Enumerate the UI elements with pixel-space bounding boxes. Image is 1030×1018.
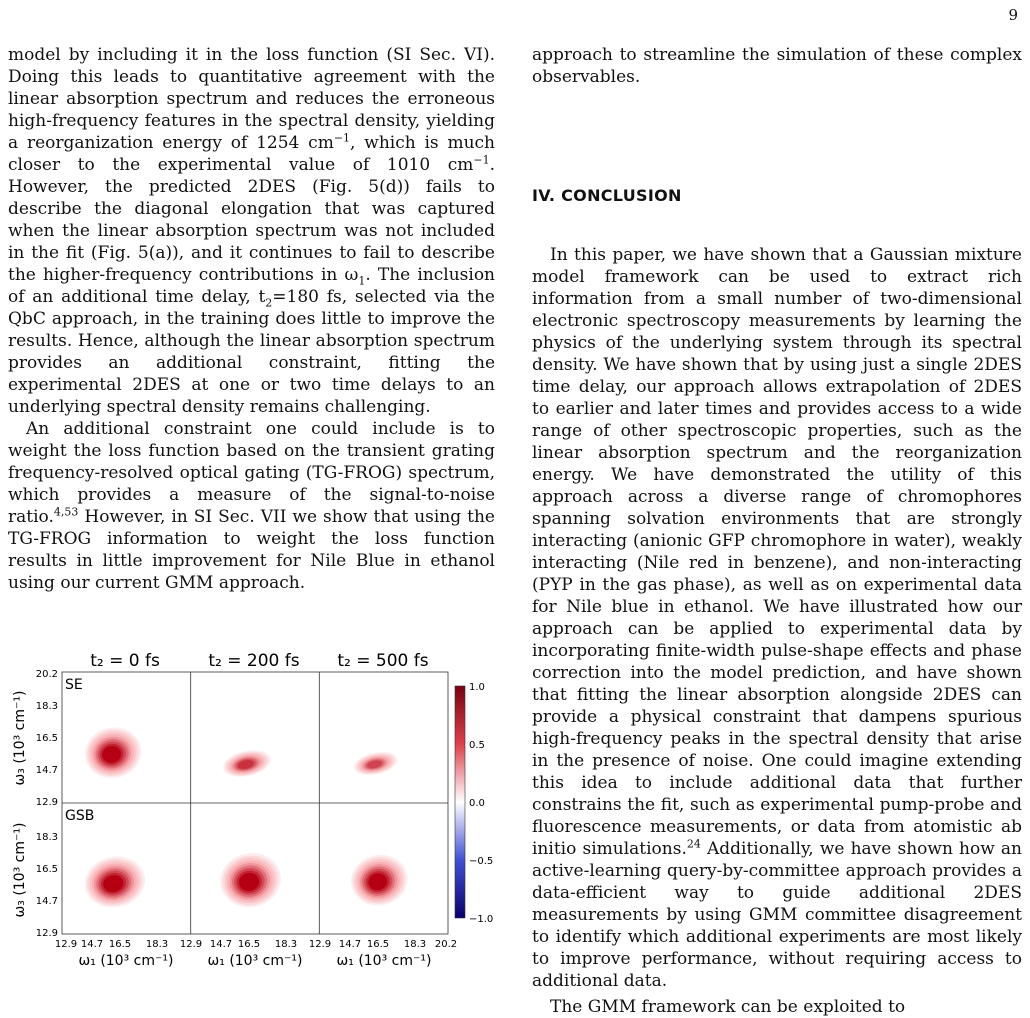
x-tick: 20.2 <box>434 939 458 950</box>
x-tick: 14.7 <box>338 939 362 950</box>
colorbar-tick: 0.0 <box>469 798 485 809</box>
x-tick: 16.5 <box>237 939 261 950</box>
y-tick: 12.9 <box>35 928 58 939</box>
x-tick: 12.9 <box>54 939 78 950</box>
text-run: model by including it in the loss function (SI Sec. VI). Doing this leads to quantitative agreement with the linear absorption spectrum and reduces the erroneous high-frequency features in the spectral density, yielding a reorganization energy of 1254 cm <box>8 45 495 153</box>
right-column <box>532 44 1022 1017</box>
column-title: t₂ = 0 fs <box>90 651 160 671</box>
y-axis-label: ω₃ (10³ cm⁻¹) <box>12 690 28 786</box>
superscript: −1 <box>333 131 351 145</box>
colorbar-tick: 0.5 <box>469 740 485 751</box>
paragraph-tg-frog <box>8 418 495 594</box>
x-tick: 18.3 <box>145 939 169 950</box>
colorbar-tick: −1.0 <box>469 914 494 925</box>
text-run: . The inclusion of an additional time delay, t <box>8 265 496 307</box>
colorbar-tick: −0.5 <box>469 856 494 867</box>
subscript: 1 <box>358 274 366 288</box>
x-ticks <box>55 939 457 950</box>
y-ticks-top <box>36 669 58 808</box>
x-tick: 12.9 <box>179 939 203 950</box>
colorbar <box>455 686 465 918</box>
superscript: −1 <box>473 153 490 167</box>
y-tick: 12.9 <box>35 797 58 808</box>
conclusion-body <box>532 244 1022 1018</box>
text-run: . However, the predicted 2DES (Fig. 5(d)) fails to describe the diagonal elongation that was captured when the linear absorption spectrum was not included in the fit (Fig. 5(a)), and it continues to fail to describe the higher-frequency contributions in ω <box>8 155 495 285</box>
y-tick: 20.2 <box>35 669 58 680</box>
x-tick: 18.3 <box>274 939 298 950</box>
text-run: However, in SI Sec. VII we show that using the TG-FROG information to weight the loss function results in little improvement for Nile Blue in ethanol using our current GMM approach. <box>8 507 495 593</box>
row-label-se: SE <box>65 677 83 693</box>
figure-canvas <box>0 648 500 978</box>
y-axis-label: ω₃ (10³ cm⁻¹) <box>12 822 28 918</box>
y-tick: 18.3 <box>35 832 58 843</box>
colorbar-ticks <box>469 682 493 925</box>
x-axis-label: ω₁ (10³ cm⁻¹) <box>207 953 303 969</box>
x-tick: 12.9 <box>308 939 332 950</box>
y-tick: 16.5 <box>35 733 58 744</box>
x-axis-label: ω₁ (10³ cm⁻¹) <box>336 953 432 969</box>
colorbar-tick: 1.0 <box>469 682 485 693</box>
paragraph-intro: approach to streamline the simulation of these complex observables. <box>532 45 1022 87</box>
column-title: t₂ = 500 fs <box>337 651 429 671</box>
x-tick: 14.7 <box>80 939 104 950</box>
x-tick: 14.7 <box>209 939 233 950</box>
figure-2des <box>0 648 500 978</box>
x-tick: 16.5 <box>366 939 390 950</box>
y-tick: 14.7 <box>35 765 58 776</box>
heatmap-contours <box>80 722 412 913</box>
x-tick: 18.3 <box>403 939 427 950</box>
paragraph-loss-function <box>8 44 495 418</box>
x-axis-label: ω₁ (10³ cm⁻¹) <box>78 953 174 969</box>
paragraph-conclusion <box>532 244 1022 992</box>
text-run: Additionally, we have shown how an active-learning query-by-committee approach provides a data-efficient way to guide additional 2DES measurements by using GMM committee disagreement to identify which additional experiments are most likely to improve performance, without requiring access to additional data. <box>532 839 1022 991</box>
text-run: =180 fs, selected via the QbC approach, in the training does little to improve the results. Hence, although the linear absorption spectrum provides an additional constraint, fitting the experimental 2DES at one or two time delays to an underlying spectral density remains challenging. <box>8 287 495 417</box>
page-number: 9 <box>1008 6 1018 24</box>
y-tick: 16.5 <box>35 864 58 875</box>
text-run: , which is much closer to the experimental value of 1010 cm <box>8 133 495 175</box>
y-tick: 18.3 <box>35 701 58 712</box>
y-tick: 14.7 <box>35 896 58 907</box>
subscript: 2 <box>265 296 273 310</box>
text-run: In this paper, we have shown that a Gaussian mixture model framework can be used to extract rich information from a small number of two-dimensional electronic spectroscopy measurements by learning the physics of the underlying system through its spectral density. We have shown that by using just a single 2DES time delay, our approach allows extrapolation of 2DES to earlier and later times and provides access to a wide range of other spectroscopic properties, such as the linear absorption spectrum and the reorganization energy. We have demonstrated the utility of this approach across a diverse range of chromophores spanning solvation environments that are strongly interacting (anionic GFP chromophore in water), weakly interacting (Nile red in benzene), and non-interacting (PYP in the gas phase), as well as on experimental data for Nile blue in ethanol. We have illustrated how our approach can be applied to experimental data by incorporating finite-width pulse-shape effects and phase correction into the model prediction, and have shown that fitting the linear absorption alongside 2DES can provide a physical constraint that dampens spurious high-frequency peaks in the spectral density that arise in the presence of noise. One could imagine extending this idea to include additional data that further constrains the fit, such as experimental pump-probe and fluorescence measurements, or data from atomistic ab initio simulations. <box>532 245 1022 859</box>
section-heading-conclusion: IV. CONCLUSION <box>532 186 682 205</box>
citation: 4,53 <box>53 505 79 519</box>
text-run: An additional constraint one could include is to weight the loss function based on the transient grating frequency-resolved optical gating (TG-FROG) spectrum, which provides a measure of the signal-to-noise ratio. <box>8 419 495 527</box>
column-title: t₂ = 200 fs <box>208 651 300 671</box>
y-ticks-bottom <box>36 832 58 939</box>
row-label-gsb: GSB <box>65 808 95 824</box>
paragraph-trailing: The GMM framework can be exploited to <box>550 997 906 1017</box>
citation: 24 <box>686 837 701 851</box>
left-column <box>8 44 495 594</box>
x-tick: 16.5 <box>108 939 132 950</box>
